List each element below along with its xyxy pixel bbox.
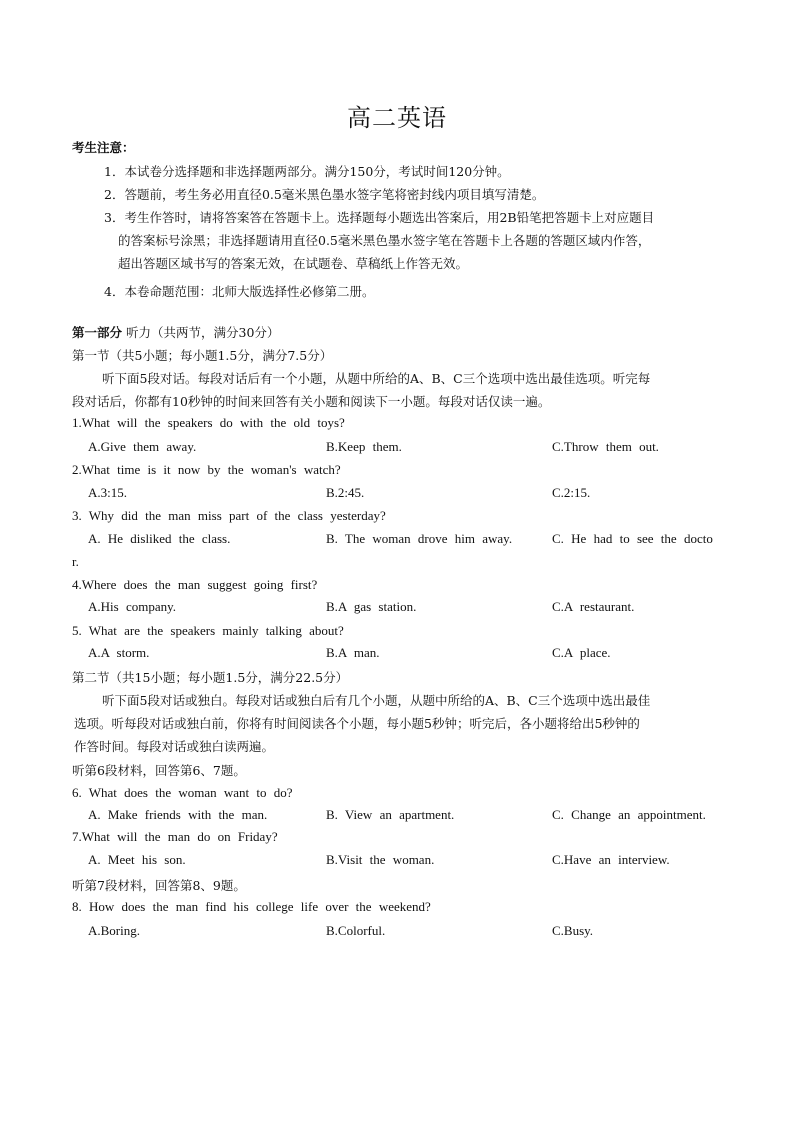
material-7-heading: 听第7段材料，回答第8、9题。: [72, 878, 246, 893]
q2-option-a: A.3:15.: [88, 485, 127, 500]
q3-option-c-wrap: r.: [72, 554, 79, 569]
part1-heading-text: 听力（共两节，满分30分）: [122, 325, 280, 340]
question-8: 8. How does the man find his college life over the weekend?: [72, 899, 431, 914]
notice-item-4: 4．本卷命题范围：北师大版选择性必修第二册。: [104, 284, 375, 299]
q8-option-b: B.Colorful.: [326, 923, 386, 938]
question-6: 6. What does the woman want to do?: [72, 785, 293, 800]
q3-option-b: B. The woman drove him away.: [326, 531, 513, 546]
question-5: 5. What are the speakers mainly talking about?: [72, 623, 344, 638]
q7-option-a: A. Meet his son.: [88, 852, 186, 867]
section2-instruction-3: 作答时间。每段对话或独白读两遍。: [74, 739, 275, 754]
q7-option-b: B.Visit the woman.: [326, 852, 435, 867]
q4-option-a: A.His company.: [88, 599, 177, 614]
q2-option-b: B.2:45.: [326, 485, 365, 500]
section1-instruction-1: 听下面5段对话。每段对话后有一个小题，从题中所给的A、B、C三个选项中选出最佳选项。听完每: [102, 371, 651, 386]
question-3: 3. Why did the man miss part of the class yesterday?: [72, 508, 386, 523]
part1-heading-label: 第一部分: [72, 325, 123, 340]
q6-option-b: B. View an apartment.: [326, 807, 455, 822]
q4-option-c: C.A restaurant.: [552, 599, 635, 614]
q7-option-c: C.Have an interview.: [552, 852, 670, 867]
q6-option-a: A. Make friends with the man.: [88, 807, 268, 822]
q8-option-a: A.Boring.: [88, 923, 140, 938]
question-1: 1.What will the speakers do with the old toys?: [72, 415, 345, 430]
material-6-heading: 听第6段材料，回答第6、7题。: [72, 763, 246, 778]
q3-option-a: A. He disliked the class.: [88, 531, 231, 546]
question-2: 2.What time is it now by the woman's watch?: [72, 462, 341, 477]
q4-option-b: B.A gas station.: [326, 599, 417, 614]
notice-item-1: 1．本试卷分选择题和非选择题两部分。满分150分，考试时间120分钟。: [104, 164, 510, 179]
section1-instruction-2: 段对话后，你都有10秒钟的时间来回答有关小题和阅读下一小题。每段对话仅读一遍。: [72, 394, 551, 409]
question-4: 4.Where does the man suggest going first?: [72, 577, 318, 592]
section2-heading: 第二节（共15小题；每小题1.5分，满分22.5分）: [72, 670, 349, 685]
q1-option-b: B.Keep them.: [326, 439, 402, 454]
part1-heading: [72, 323, 279, 341]
q2-option-c: C.2:15.: [552, 485, 591, 500]
section2-instruction-2: 选项。听每段对话或独白前，你将有时间阅读各个小题，每小题5秒钟；听完后，各小题将给出5秒钟的: [74, 716, 640, 731]
q5-option-c: C.A place.: [552, 645, 611, 660]
q8-option-c: C.Busy.: [552, 923, 594, 938]
notice-item-3-cont-2: 超出答题区域书写的答案无效，在试题卷、草稿纸上作答无效。: [118, 256, 469, 271]
notice-item-3-cont-1: 的答案标号涂黑；非选择题请用直径0.5毫米黑色墨水签字笔在答题卡上各题的答题区域内作答，: [118, 233, 651, 248]
q1-option-c: C.Throw them out.: [552, 439, 659, 454]
q5-option-b: B.A man.: [326, 645, 380, 660]
notice-heading: 考生注意：: [72, 140, 135, 155]
q5-option-a: A.A storm.: [88, 645, 150, 660]
question-7: 7.What will the man do on Friday?: [72, 829, 278, 844]
notice-item-2: 2．答题前，考生务必用直径0.5毫米黑色墨水签字笔将密封线内项目填写清楚。: [104, 187, 545, 202]
page-title: 高二英语: [347, 104, 447, 132]
section2-instruction-1: 听下面5段对话或独白。每段对话或独白后有几个小题，从题中所给的A、B、C三个选项中选出最佳: [102, 693, 651, 708]
notice-item-3: 3．考生作答时，请将答案答在答题卡上。选择题每小题选出答案后，用2B铅笔把答题卡上对应题目: [104, 210, 655, 225]
q3-option-c: C. He had to see the docto: [552, 531, 713, 546]
q6-option-c: C. Change an appointment.: [552, 807, 706, 822]
q1-option-a: A.Give them away.: [88, 439, 197, 454]
section1-heading: 第一节（共5小题；每小题1.5分，满分7.5分）: [72, 348, 333, 363]
